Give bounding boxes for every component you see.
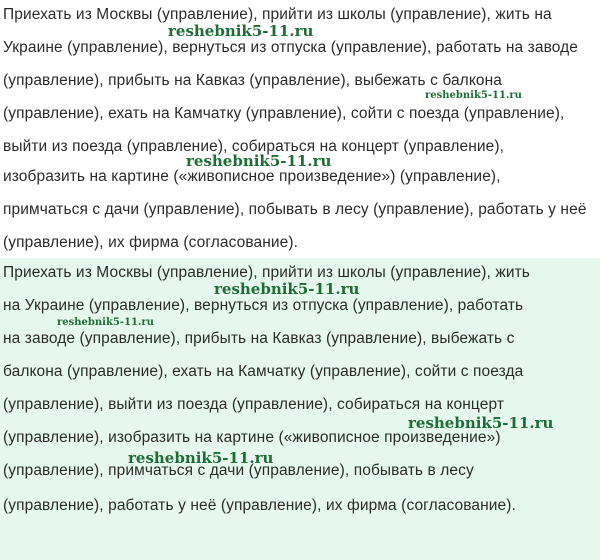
text-line: изобразить на картине («живописное произведение») (управление), <box>3 168 501 185</box>
answer-block-highlighted <box>0 258 600 560</box>
text-line: (управление), изобразить на картине («живописное произведение») <box>3 429 501 446</box>
text-line: (управление), работать у неё (управление), их фирма (согласование). <box>3 497 516 514</box>
text-line: (управление), примчаться с дачи (управление), побывать в лесу <box>3 462 474 479</box>
watermark-text: reshebnik5-11.ru <box>57 317 154 328</box>
text-line: (управление), ехать на Камчатку (управление), сойти с поезда (управление), <box>3 105 565 122</box>
text-line: примчаться с дачи (управление), побывать в лесу (управление), работать у неё <box>3 201 587 218</box>
text-line: выйти из поезда (управление), собираться на концерт (управление), <box>3 138 505 155</box>
text-line: (управление), их фирма (согласование). <box>3 234 299 251</box>
text-line: Приехать из Москвы (управление), прийти из школы (управление), жить <box>3 264 530 281</box>
text-line: балкона (управление), ехать на Камчатку (управление), сойти с поезда <box>3 363 524 380</box>
text-line: на заводе (управление), прибыть на Кавказ (управление), выбежать с <box>3 330 515 347</box>
text-line: на Украине (управление), вернуться из отпуска (управление), работать <box>3 297 524 314</box>
text-line: Украине (управление), вернуться из отпуска (управление), работать на заводе <box>3 39 578 56</box>
watermark-text: reshebnik5-11.ru <box>214 280 360 298</box>
watermark-text: reshebnik5-11.ru <box>425 90 522 101</box>
text-line: Приехать из Москвы (управление), прийти из школы (управление), жить на <box>3 6 552 23</box>
watermark-text: reshebnik5-11.ru <box>168 22 314 40</box>
watermark-text: reshebnik5-11.ru <box>186 152 332 170</box>
text-line: (управление), выйти из поезда (управление), собираться на концерт <box>3 396 505 413</box>
watermark-text: reshebnik5-11.ru <box>408 414 554 432</box>
answer-block-original <box>0 0 600 258</box>
watermark-text: reshebnik5-11.ru <box>128 449 274 467</box>
text-line: (управление), прибыть на Кавказ (управление), выбежать с балкона <box>3 72 502 89</box>
